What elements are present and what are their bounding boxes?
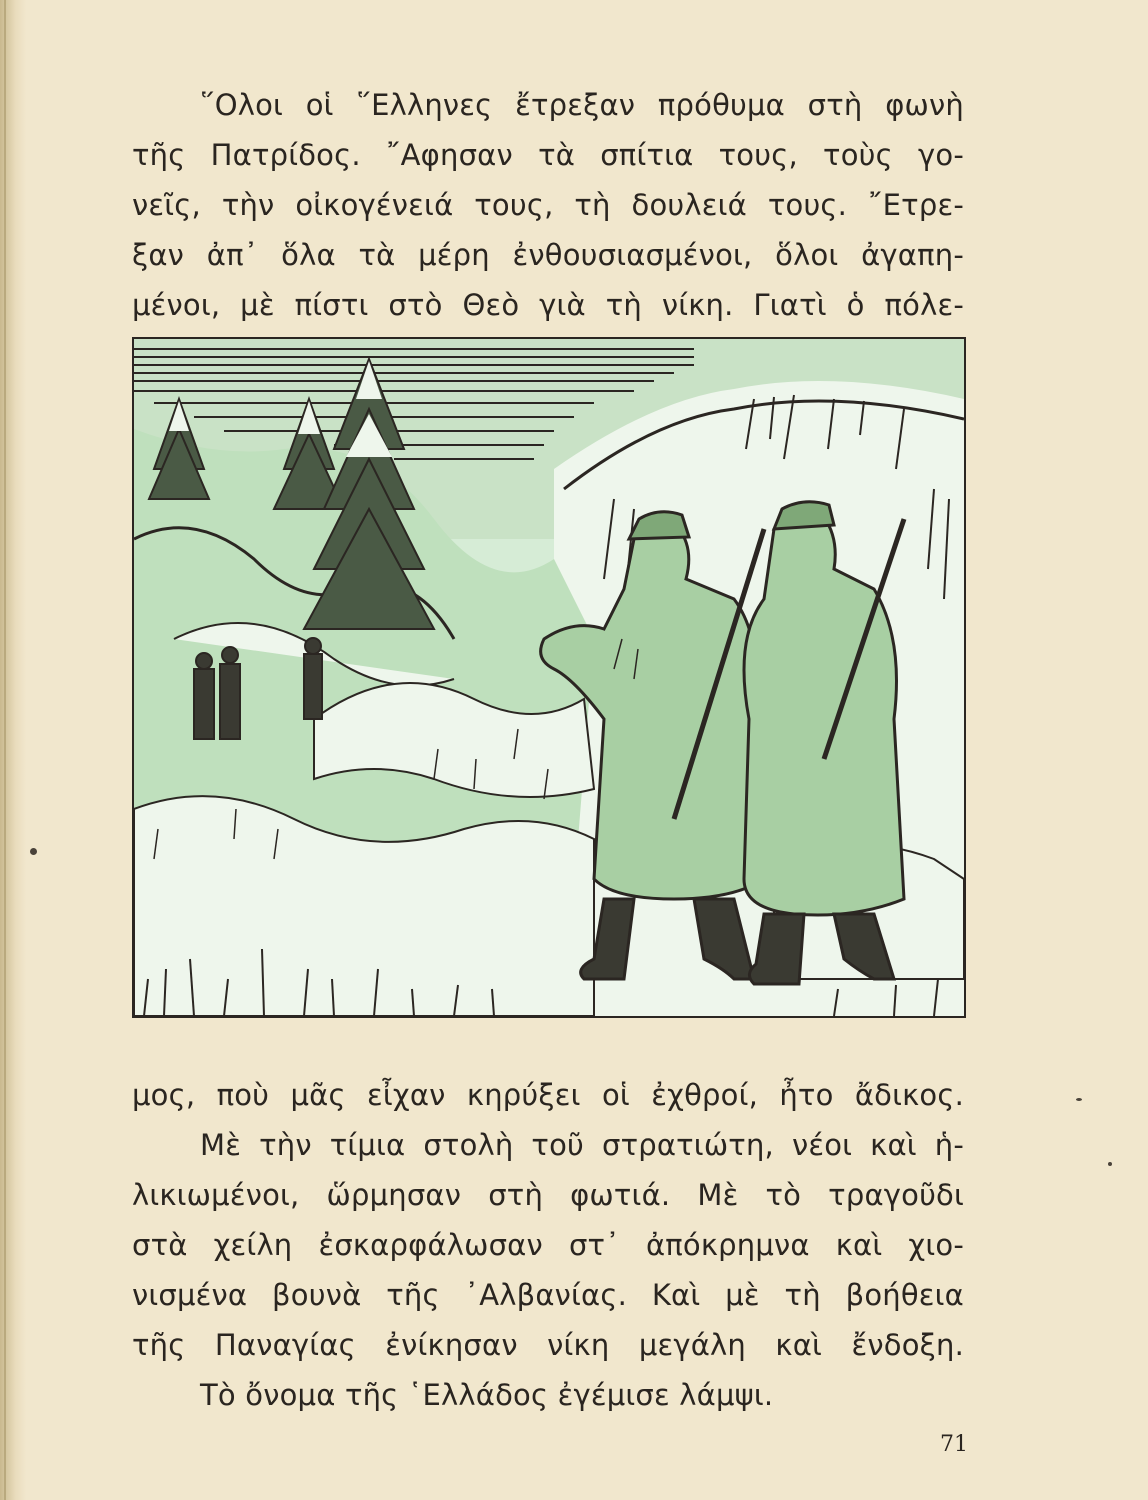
text-line: νισμένα βουνὰ τῆς ᾿Αλβανίας. Καὶ μὲ τὴ βοήθεια xyxy=(132,1278,964,1312)
text-line: μένοι, μὲ πίστι στὸ Θεὸ γιὰ τὴ νίκη. Γιατὶ ὁ πόλε- xyxy=(132,288,964,322)
illustration-drawing xyxy=(134,339,964,1016)
text-line: λικιωμένοι, ὥρμησαν στὴ φωτιά. Μὲ τὸ τραγοῦδι xyxy=(132,1178,964,1212)
paper-speck xyxy=(1108,1162,1112,1166)
paragraph-top xyxy=(132,80,964,330)
page-edge xyxy=(4,0,6,1500)
illustration-soldiers-in-snowy-mountains xyxy=(132,337,966,1018)
text-line: νεῖς, τὴν οἰκογένειά τους, τὴ δουλειά τους. ῎Ετρε- xyxy=(132,188,964,222)
text-line: ξαν ἀπ᾿ ὅλα τὰ μέρη ἐνθουσιασμένοι, ὅλοι ἀγαπη- xyxy=(132,238,964,272)
page-number: 71 xyxy=(940,1432,968,1457)
paragraph-bottom xyxy=(132,1070,964,1420)
text-line: στὰ χείλη ἐσκαρφάλωσαν στ᾿ ἀπόκρημνα καὶ χιο- xyxy=(132,1228,964,1262)
text-line: μος, ποὺ μᾶς εἶχαν κηρύξει οἱ ἐχθροί, ἦτο ἄδικος. xyxy=(132,1078,964,1112)
paper-speck xyxy=(1076,1098,1082,1101)
paper-speck xyxy=(30,848,37,855)
text-line: Τὸ ὄνομα τῆς ῾Ελλάδος ἐγέμισε λάμψι. xyxy=(200,1378,774,1412)
text-line: Μὲ τὴν τίμια στολὴ τοῦ στρατιώτη, νέοι καὶ ἡ- xyxy=(200,1128,964,1162)
text-line: ῞Ολοι οἱ ῞Ελληνες ἔτρεξαν πρόθυμα στὴ φωνὴ xyxy=(200,88,964,122)
text-line: τῆς Παναγίας ἐνίκησαν νίκη μεγάλη καὶ ἔνδοξη. xyxy=(132,1328,964,1362)
text-line: τῆς Πατρίδος. ῎Αφησαν τὰ σπίτια τους, τοὺς γο- xyxy=(132,138,964,172)
